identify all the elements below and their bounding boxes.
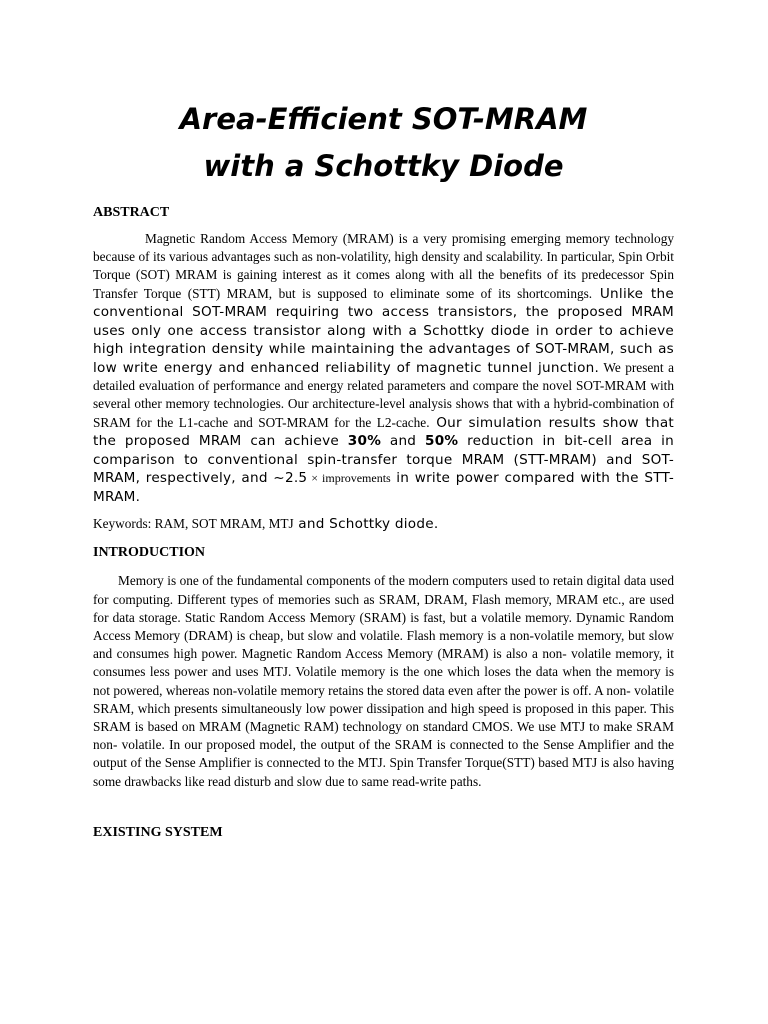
introduction-heading: INTRODUCTION — [93, 545, 206, 561]
abstract-part-4b: and — [381, 433, 425, 450]
abstract-part-4c: reduction in bit-cell area in comparison to conventional spin-transfer torque MRAM (STT-MRAM) and SOT-MRAM, respectively, and ~2.5 — [93, 433, 674, 487]
abstract-body — [93, 230, 674, 506]
abstract-bold-50: 50% — [424, 433, 459, 450]
abstract-heading: ABSTRACT — [93, 205, 170, 220]
abstract-part-3: We present a detailed evaluation of performance and energy related parameters and compare the novel SOT-MRAM with several other memory technologies. Our architecture-level analysis shows that with a hybrid-combination of SRAM for the L1-cache and SOT-MRAM for the L2-cache. — [93, 359, 675, 430]
abstract-part-1: Magnetic Random Access Memory (MRAM) is a very promising emerging memory technology because of its various advantages such as non-volatility, high density and scalability. In particular, Spin Orbit Torque (SOT) MRAM is gaining interest as it comes along with all the benefits of its predecessor Spin Transfer Torque (STT) MRAM, but is supposed to eliminate some of its shortcomings. — [93, 231, 674, 301]
title-line-2: with a Schottky Diode — [203, 149, 564, 183]
abstract-bold-30: 30% — [347, 433, 382, 450]
paper-page — [93, 0, 674, 841]
existing-system-heading: EXISTING SYSTEM — [93, 824, 223, 840]
abstract-part-4a: Our simulation results show that the proposed MRAM can achieve — [93, 414, 674, 450]
abstract-part-6: in write power compared with the STT-MRAM. — [93, 470, 674, 505]
keywords-serif: Keywords: RAM, SOT MRAM, MTJ — [93, 516, 294, 532]
paper-title — [93, 0, 674, 190]
introduction-body: Memory is one of the fundamental components of the modern computers used to retain digital data used for computing. Different types of memories such as SRAM, DRAM, Flash memory, MRAM etc., are used for data storage. Static Random Access Memory (SRAM) is fast, but a volatile memory. Dynamic Random Access Memory (DRAM) is cheap, but slow and volatile. Flash memory is a non-volatile memory, but slow and consumes high power. Magnetic Random Access Memory (MRAM) is also a non- volatile memory, it consumes less power and uses MTJ. Volatile memory is the one which loses the data when the memory is not powered, whereas non-volatile memory retains the stored data even after the power is off. A non- volatile SRAM, which presents simultaneously low power dissipation and high speed is proposed in this paper. This SRAM is based on MRAM (Magnetic RAM) technology on standard CMOS. We use MTJ to make SRAM non- volatile. In our proposed model, the output of the SRAM is connected to the Sense Amplifier and the output of the Sense Amplifier is connected to the MTJ. Spin Transfer Torque(STT) based MTJ is also having some drawbacks like read disturb and slow due to same read-write paths. — [93, 573, 674, 789]
abstract-part-5: × improvements — [307, 471, 391, 486]
abstract-part-2: Unlike the conventional SOT-MRAM requiring two access transistors, the proposed MRAM uses only one access transistor along with a Schottky diode in order to achieve high integration density while maintaining the advantages of SOT-MRAM, such as low write energy and enhanced reliability of magnetic tunnel junction. — [93, 285, 674, 376]
keywords-sans: and Schottky diode. — [293, 516, 439, 533]
keywords-line — [93, 516, 674, 532]
title-line-1: Area-Efficient SOT-MRAM — [179, 102, 588, 136]
